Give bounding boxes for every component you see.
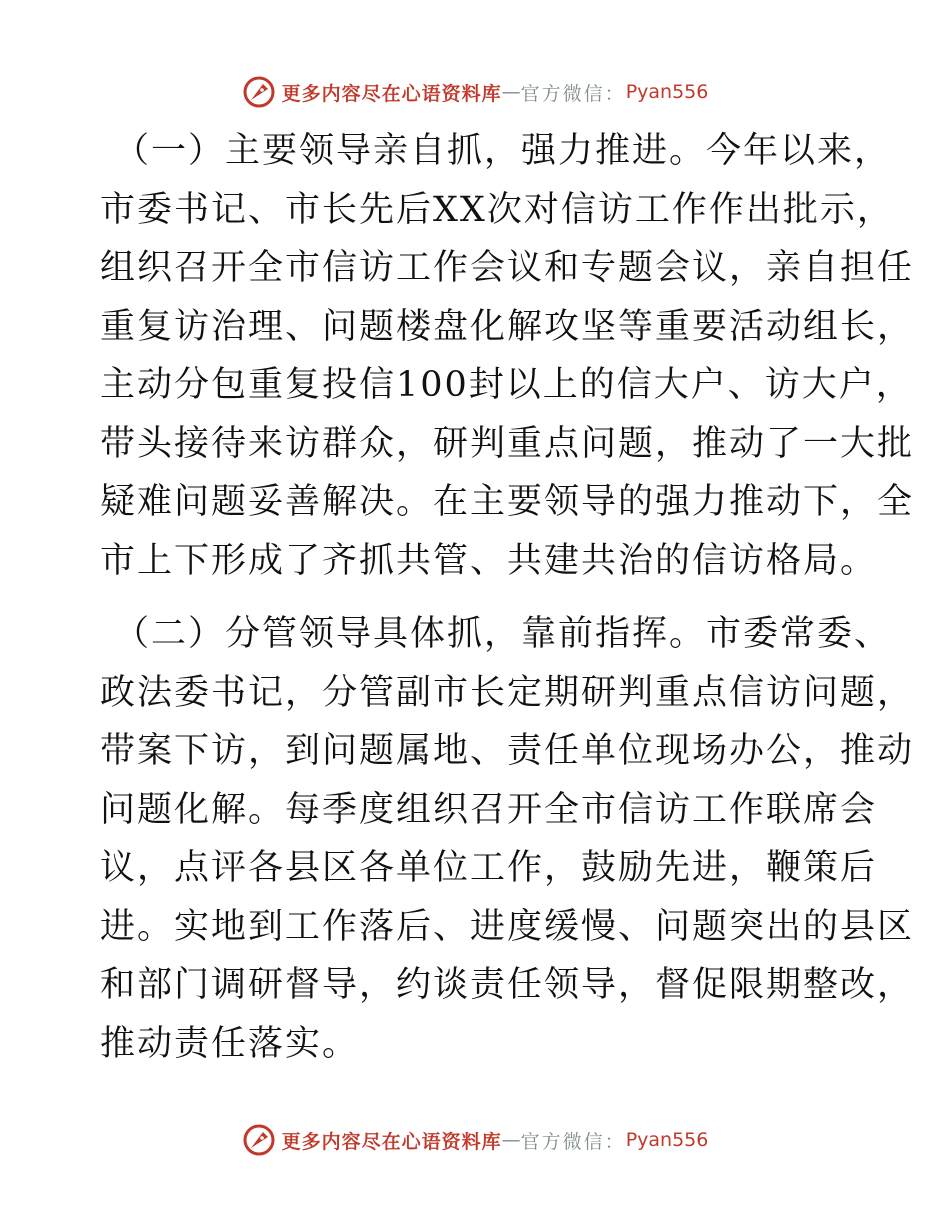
text-line: 推动责任落实。	[100, 1023, 360, 1064]
text-line: 主动分包重复投信100封以上的信大户、访大户，	[100, 365, 913, 405]
header-watermark	[0, 72, 950, 112]
text-line: （一）主要领导亲自抓，强力推进。今年以来，	[114, 131, 892, 171]
text-line: 市委书记、市长先后XX次对信访工作作出批示，	[100, 189, 894, 230]
text-line: 组织召开全市信访工作会议和专题会议，亲自担任	[100, 248, 915, 288]
watermark-account: Pyan556	[625, 81, 709, 103]
watermark-separator: —	[501, 81, 521, 103]
watermark-sub-text: 官方微信：	[520, 1130, 626, 1153]
text-line: 和部门调研督导，约谈责任领导，督促限期整改，	[100, 965, 915, 1005]
text-line: 市上下形成了齐抓共管、共建共治的信访格局。	[100, 540, 878, 581]
text-line: 议，点评各县区各单位工作，鼓励先进，鞭策后	[100, 848, 878, 888]
watermark-account: Pyan556	[625, 1129, 709, 1151]
pen-nib-logo-icon	[242, 1123, 276, 1157]
text-line: 带头接待来访群众，研判重点问题，推动了一大批	[100, 423, 915, 464]
text-line: 进。实地到工作落后、进度缓慢、问题突出的县区	[100, 906, 915, 947]
watermark-separator: —	[501, 1129, 521, 1151]
footer-watermark	[0, 1120, 950, 1160]
watermark-main-text: 更多内容尽在心语资料库	[281, 82, 502, 105]
pen-nib-logo-icon	[242, 75, 276, 109]
text-line: （二）分管领导具体抓，靠前指挥。市委常委、	[114, 614, 892, 654]
text-line: 政法委书记，分管副市长定期研判重点信访问题，	[100, 672, 915, 713]
document-body	[100, 122, 915, 1073]
paragraph-2	[100, 605, 915, 1073]
watermark-main-text: 更多内容尽在心语资料库	[281, 1130, 502, 1153]
text-line: 问题化解。每季度组织召开全市信访工作联席会	[100, 789, 878, 830]
watermark-sub-text: 官方微信：	[520, 82, 626, 105]
paragraph-1	[100, 122, 915, 590]
text-line: 带案下访，到问题属地、责任单位现场办公，推动	[100, 731, 915, 771]
text-line: 重复访治理、问题楼盘化解攻坚等重要活动组长，	[100, 306, 915, 347]
text-line: 疑难问题妥善解决。在主要领导的强力推动下，全	[100, 482, 915, 522]
